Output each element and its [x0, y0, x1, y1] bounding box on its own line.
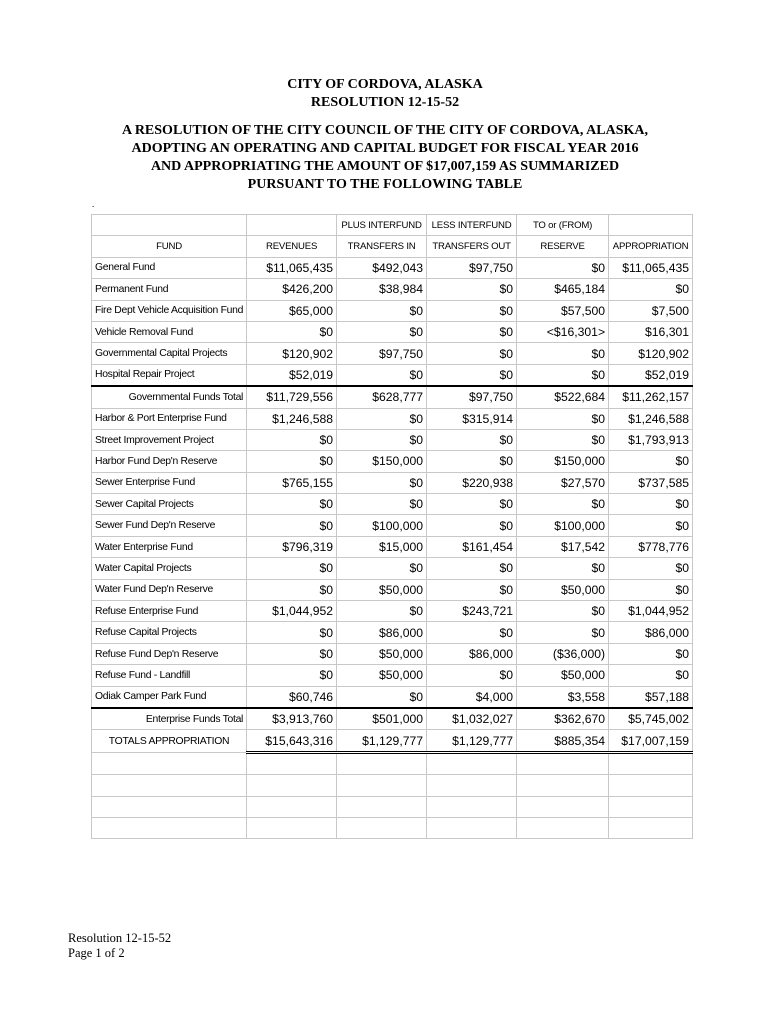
appropriation-cell: $17,007,159	[609, 730, 693, 752]
transfers-in-cell: $150,000	[337, 451, 427, 472]
revenues-cell: $11,065,435	[247, 257, 337, 278]
blank-cell	[517, 752, 609, 774]
appropriation-cell: $16,301	[609, 321, 693, 342]
reserve-cell: $100,000	[517, 515, 609, 536]
table-row	[92, 536, 693, 557]
fund-name-cell: Refuse Enterprise Fund	[92, 601, 247, 622]
table-row	[92, 279, 693, 300]
revenues-cell: $0	[247, 515, 337, 536]
reserve-cell: $0	[517, 257, 609, 278]
reserve-cell: $50,000	[517, 665, 609, 686]
revenues-cell: $0	[247, 451, 337, 472]
column-header-appropriation	[609, 215, 693, 236]
fund-name-cell: Governmental Capital Projects	[92, 343, 247, 364]
blank-row	[92, 752, 693, 774]
appropriation-cell: $11,065,435	[609, 257, 693, 278]
appropriation-cell: $1,044,952	[609, 601, 693, 622]
reserve-cell: $522,684	[517, 386, 609, 408]
transfers-in-cell: $38,984	[337, 279, 427, 300]
revenues-cell: $0	[247, 321, 337, 342]
table-row	[92, 343, 693, 364]
revenues-cell: $0	[247, 579, 337, 600]
transfers-out-cell: $4,000	[427, 686, 517, 708]
table-row	[92, 364, 693, 386]
fund-name-cell: Harbor & Port Enterprise Fund	[92, 408, 247, 429]
reserve-cell: $0	[517, 364, 609, 386]
table-row	[92, 321, 693, 342]
transfers-out-cell: $0	[427, 343, 517, 364]
blank-row	[92, 796, 693, 817]
revenues-cell: $796,319	[247, 536, 337, 557]
fund-name-cell: Sewer Enterprise Fund	[92, 472, 247, 493]
reserve-cell: ($36,000)	[517, 643, 609, 664]
reserve-cell: <$16,301>	[517, 321, 609, 342]
appropriation-cell: $1,246,588	[609, 408, 693, 429]
appropriation-cell: $0	[609, 643, 693, 664]
appropriation-cell: $1,793,913	[609, 429, 693, 450]
column-header-appropriation: APPROPRIATION	[609, 236, 693, 257]
revenues-cell: $1,044,952	[247, 601, 337, 622]
table-header-row	[92, 215, 693, 236]
blank-cell	[337, 775, 427, 796]
blank-cell	[92, 775, 247, 796]
revenues-cell: $0	[247, 643, 337, 664]
transfers-out-cell: $315,914	[427, 408, 517, 429]
transfers-out-cell: $0	[427, 515, 517, 536]
fund-name-cell: Harbor Fund Dep'n Reserve	[92, 451, 247, 472]
transfers-in-cell: $100,000	[337, 515, 427, 536]
transfers-in-cell: $0	[337, 558, 427, 579]
fund-name-cell: Refuse Fund Dep'n Reserve	[92, 643, 247, 664]
appropriation-cell: $0	[609, 515, 693, 536]
column-header-revenues	[247, 215, 337, 236]
fund-name-cell: Water Enterprise Fund	[92, 536, 247, 557]
blank-cell	[427, 796, 517, 817]
blank-cell	[427, 817, 517, 838]
column-header-reserve: RESERVE	[517, 236, 609, 257]
fund-name-cell: Sewer Capital Projects	[92, 494, 247, 515]
resolution-number: RESOLUTION 12-15-52	[310, 95, 460, 110]
appropriation-cell: $57,188	[609, 686, 693, 708]
fund-name-cell: Water Fund Dep'n Reserve	[92, 579, 247, 600]
reserve-cell: $150,000	[517, 451, 609, 472]
blank-cell	[609, 775, 693, 796]
reserve-cell: $0	[517, 558, 609, 579]
blank-cell	[427, 752, 517, 774]
blank-cell	[247, 796, 337, 817]
blank-cell	[92, 752, 247, 774]
transfers-out-cell: $86,000	[427, 643, 517, 664]
appropriation-cell: $0	[609, 494, 693, 515]
transfers-out-cell: $0	[427, 321, 517, 342]
resolution-title-line-1: A RESOLUTION OF THE CITY COUNCIL OF THE CITY OF CORDOVA, ALASKA,	[121, 123, 648, 138]
table-row	[92, 451, 693, 472]
appropriation-cell: $86,000	[609, 622, 693, 643]
column-header-fund	[92, 215, 247, 236]
transfers-in-cell: $0	[337, 601, 427, 622]
transfers-out-cell: $0	[427, 579, 517, 600]
fund-name-cell: Refuse Fund - Landfill	[92, 665, 247, 686]
reserve-cell: $0	[517, 343, 609, 364]
transfers-out-cell: $161,454	[427, 536, 517, 557]
blank-cell	[609, 817, 693, 838]
appropriation-cell: $52,019	[609, 364, 693, 386]
column-header-transfers-out: TRANSFERS OUT	[427, 236, 517, 257]
appropriation-cell: $778,776	[609, 536, 693, 557]
reserve-cell: $0	[517, 408, 609, 429]
transfers-in-cell: $0	[337, 686, 427, 708]
document-header	[0, 76, 770, 194]
transfers-in-cell: $15,000	[337, 536, 427, 557]
blank-cell	[247, 775, 337, 796]
appropriation-cell: $0	[609, 451, 693, 472]
transfers-in-cell: $0	[337, 364, 427, 386]
revenues-cell: $120,902	[247, 343, 337, 364]
footer-resolution: Resolution 12-15-52	[68, 931, 172, 945]
transfers-in-cell: $492,043	[337, 257, 427, 278]
revenues-cell: $765,155	[247, 472, 337, 493]
reserve-cell: $885,354	[517, 730, 609, 752]
fund-name-cell: General Fund	[92, 257, 247, 278]
reserve-cell: $0	[517, 622, 609, 643]
table-row	[92, 429, 693, 450]
table-row	[92, 686, 693, 708]
fund-name-cell: Sewer Fund Dep'n Reserve	[92, 515, 247, 536]
stray-dot: .	[92, 199, 95, 209]
revenues-cell: $0	[247, 665, 337, 686]
transfers-out-cell: $243,721	[427, 601, 517, 622]
fund-name-cell: Hospital Repair Project	[92, 364, 247, 386]
transfers-out-cell: $97,750	[427, 386, 517, 408]
appropriation-cell: $0	[609, 665, 693, 686]
transfers-out-cell: $0	[427, 429, 517, 450]
appropriation-cell: $737,585	[609, 472, 693, 493]
blank-cell	[337, 752, 427, 774]
revenues-cell: $0	[247, 429, 337, 450]
revenues-cell: $1,246,588	[247, 408, 337, 429]
blank-row	[92, 817, 693, 838]
blank-cell	[517, 775, 609, 796]
transfers-in-cell: $1,129,777	[337, 730, 427, 752]
transfers-out-cell: $1,032,027	[427, 708, 517, 730]
fund-name-cell: Street Improvement Project	[92, 429, 247, 450]
transfers-out-cell: $1,129,777	[427, 730, 517, 752]
appropriation-cell: $5,745,002	[609, 708, 693, 730]
transfers-out-cell: $0	[427, 622, 517, 643]
column-header-reserve: TO or (FROM)	[517, 215, 609, 236]
blank-cell	[92, 796, 247, 817]
transfers-in-cell: $628,777	[337, 386, 427, 408]
table-row	[92, 257, 693, 278]
column-header-transfers-in: TRANSFERS IN	[337, 236, 427, 257]
revenues-cell: $65,000	[247, 300, 337, 321]
reserve-cell: $50,000	[517, 579, 609, 600]
table-row	[92, 515, 693, 536]
transfers-in-cell: $501,000	[337, 708, 427, 730]
transfers-in-cell: $50,000	[337, 643, 427, 664]
table-row	[92, 494, 693, 515]
revenues-cell: $0	[247, 622, 337, 643]
column-header-revenues: REVENUES	[247, 236, 337, 257]
blank-row	[92, 775, 693, 796]
transfers-in-cell: $0	[337, 300, 427, 321]
column-header-fund: FUND	[92, 236, 247, 257]
resolution-title-line-4: PURSUANT TO THE FOLLOWING TABLE	[247, 177, 523, 192]
table-row	[92, 386, 693, 408]
fund-name-cell: Odiak Camper Park Fund	[92, 686, 247, 708]
footer-page-number: Page 1 of 2	[68, 946, 125, 960]
appropriation-cell: $0	[609, 558, 693, 579]
appropriation-cell: $7,500	[609, 300, 693, 321]
blank-cell	[337, 817, 427, 838]
fund-name-cell: Refuse Capital Projects	[92, 622, 247, 643]
reserve-cell: $17,542	[517, 536, 609, 557]
fund-name-cell: Enterprise Funds Total	[92, 708, 247, 730]
transfers-in-cell: $97,750	[337, 343, 427, 364]
transfers-in-cell: $0	[337, 494, 427, 515]
transfers-in-cell: $50,000	[337, 579, 427, 600]
transfers-in-cell: $0	[337, 321, 427, 342]
appropriation-cell: $120,902	[609, 343, 693, 364]
transfers-in-cell: $50,000	[337, 665, 427, 686]
revenues-cell: $15,643,316	[247, 730, 337, 752]
fund-name-cell: Water Capital Projects	[92, 558, 247, 579]
transfers-in-cell: $0	[337, 429, 427, 450]
reserve-cell: $3,558	[517, 686, 609, 708]
transfers-in-cell: $86,000	[337, 622, 427, 643]
reserve-cell: $27,570	[517, 472, 609, 493]
fund-name-cell: Vehicle Removal Fund	[92, 321, 247, 342]
transfers-in-cell: $0	[337, 408, 427, 429]
blank-cell	[92, 817, 247, 838]
table-row	[92, 300, 693, 321]
reserve-cell: $0	[517, 601, 609, 622]
table-row	[92, 472, 693, 493]
table-row	[92, 643, 693, 664]
blank-cell	[247, 817, 337, 838]
transfers-out-cell: $0	[427, 300, 517, 321]
table-row	[92, 708, 693, 730]
appropriation-cell: $11,262,157	[609, 386, 693, 408]
reserve-cell: $362,670	[517, 708, 609, 730]
transfers-out-cell: $0	[427, 494, 517, 515]
fund-name-cell: Fire Dept Vehicle Acquisition Fund	[92, 300, 247, 321]
transfers-out-cell: $0	[427, 279, 517, 300]
table-row	[92, 408, 693, 429]
blank-cell	[609, 752, 693, 774]
column-header-transfers-out: LESS INTERFUND	[427, 215, 517, 236]
blank-cell	[609, 796, 693, 817]
table-row	[92, 665, 693, 686]
fund-name-cell: TOTALS APPROPRIATION	[92, 730, 247, 752]
revenues-cell: $52,019	[247, 364, 337, 386]
transfers-out-cell: $220,938	[427, 472, 517, 493]
table-row	[92, 730, 693, 752]
reserve-cell: $0	[517, 429, 609, 450]
resolution-title-line-3: AND APPROPRIATING THE AMOUNT OF $17,007,159 AS SUMMARIZED	[150, 159, 620, 174]
transfers-out-cell: $97,750	[427, 257, 517, 278]
reserve-cell: $0	[517, 494, 609, 515]
table-header-row	[92, 236, 693, 257]
blank-cell	[337, 796, 427, 817]
table-row	[92, 622, 693, 643]
fund-name-cell: Permanent Fund	[92, 279, 247, 300]
revenues-cell: $3,913,760	[247, 708, 337, 730]
city-title: CITY OF CORDOVA, ALASKA	[287, 77, 483, 92]
table-row	[92, 579, 693, 600]
transfers-out-cell: $0	[427, 451, 517, 472]
reserve-cell: $57,500	[517, 300, 609, 321]
reserve-cell: $465,184	[517, 279, 609, 300]
appropriation-cell: $0	[609, 579, 693, 600]
appropriation-cell: $0	[609, 279, 693, 300]
revenues-cell: $0	[247, 558, 337, 579]
revenues-cell: $0	[247, 494, 337, 515]
table-row	[92, 601, 693, 622]
page-footer	[68, 931, 171, 961]
fund-name-cell: Governmental Funds Total	[92, 386, 247, 408]
transfers-out-cell: $0	[427, 558, 517, 579]
blank-cell	[517, 796, 609, 817]
revenues-cell: $60,746	[247, 686, 337, 708]
transfers-out-cell: $0	[427, 364, 517, 386]
table-row	[92, 558, 693, 579]
resolution-title-line-2: ADOPTING AN OPERATING AND CAPITAL BUDGET FOR FISCAL YEAR 2016	[131, 141, 639, 156]
column-header-transfers-in: PLUS INTERFUND	[337, 215, 427, 236]
blank-cell	[517, 817, 609, 838]
revenues-cell: $426,200	[247, 279, 337, 300]
blank-cell	[427, 775, 517, 796]
budget-table	[91, 214, 693, 839]
transfers-out-cell: $0	[427, 665, 517, 686]
blank-cell	[247, 752, 337, 774]
revenues-cell: $11,729,556	[247, 386, 337, 408]
transfers-in-cell: $0	[337, 472, 427, 493]
